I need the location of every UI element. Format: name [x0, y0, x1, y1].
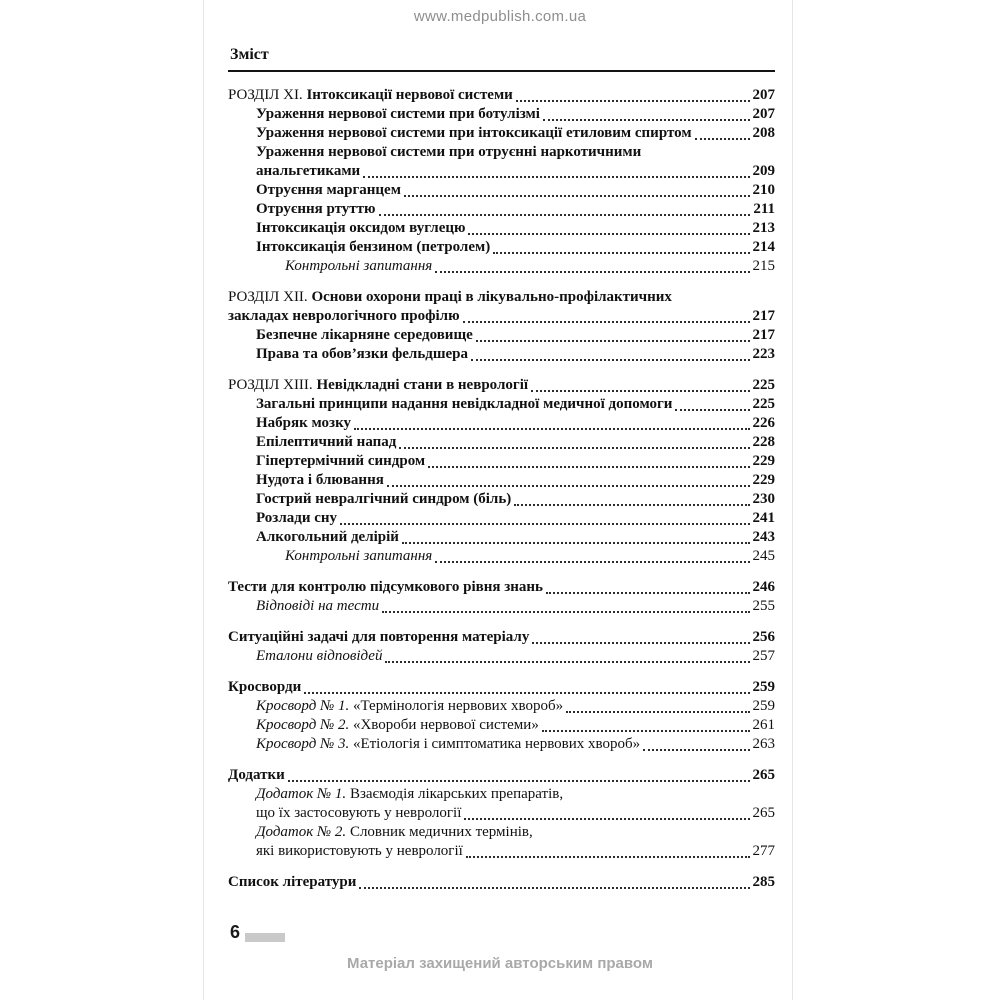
toc-entry-line [256, 395, 775, 414]
toc-entry-text: анальгетиками [256, 163, 361, 179]
toc-entry-line [256, 842, 775, 861]
toc-entry-text: Еталони відповідей [256, 648, 383, 664]
toc-entry [228, 471, 775, 490]
dot-leader [340, 523, 749, 525]
toc-entry [228, 414, 775, 433]
dot-leader [404, 195, 750, 197]
toc-entry-text: Загальні принципи надання невідкладної медичної допомоги [256, 396, 673, 412]
toc-entry [228, 257, 775, 276]
dot-leader [463, 321, 750, 323]
dot-leader [435, 561, 749, 563]
toc-page-number: 259 [752, 698, 775, 714]
toc-entry-line [285, 547, 775, 566]
toc-entry-text: Ураження нервової системи при ботулізмі [256, 106, 540, 122]
toc-entry-text: РОЗДІЛ XI. Інтоксикації нервової системи [228, 87, 513, 103]
toc-list [228, 86, 775, 892]
dot-leader [516, 100, 750, 102]
toc-entry-line [256, 471, 775, 490]
toc-entry [228, 143, 775, 181]
toc-entry [228, 678, 775, 697]
toc-page-number: 217 [752, 327, 775, 343]
toc-entry-line [256, 105, 775, 124]
toc-entry-text: Список літератури [228, 874, 357, 890]
toc-entry-text: Алкогольний делірій [256, 529, 399, 545]
toc-entry-text: Права та обов’язки фельдшера [256, 346, 468, 362]
toc-entry-line [285, 257, 775, 276]
toc-page-number: 261 [752, 717, 775, 733]
toc-entry-line [228, 578, 775, 597]
toc-entry-text: Кросворд № 2. «Хвороби нервової системи» [256, 717, 539, 733]
toc-entry-text: Інтоксикація оксидом вуглецю [256, 220, 466, 236]
toc-entry-line [256, 345, 775, 364]
toc-page-number: 209 [752, 163, 775, 179]
toc-entry-text: Контрольні запитання [285, 258, 433, 274]
toc-entry-prefix: Додаток № 2. [256, 824, 350, 840]
dot-leader [695, 138, 750, 140]
toc-entry-line [256, 804, 775, 823]
toc-entry [228, 105, 775, 124]
toc-entry-text: Епілептичний напад [256, 434, 397, 450]
dot-leader [363, 176, 749, 178]
dot-leader [354, 428, 750, 430]
toc-entry [228, 528, 775, 547]
toc-entry-prefix: РОЗДІЛ XI. [228, 87, 307, 103]
toc-page-number: 210 [752, 182, 775, 198]
toc-entry [228, 578, 775, 597]
dot-leader [543, 119, 750, 121]
toc-entry-line [256, 433, 775, 452]
toc-entry-line [256, 143, 775, 162]
toc-entry-line [256, 509, 775, 528]
toc-page-number: 213 [752, 220, 775, 236]
toc-entry-line [256, 452, 775, 471]
toc-page-number: 285 [752, 874, 775, 890]
toc-entry-text: закладах неврологічного профілю [228, 308, 460, 324]
toc-entry-text: РОЗДІЛ XIII. Невідкладні стани в неврології [228, 377, 529, 393]
toc-entry-text: Ураження нервової системи при отруєнні наркотичними [256, 144, 642, 160]
toc-entry [228, 509, 775, 528]
dot-leader [464, 818, 749, 820]
dot-leader [542, 730, 750, 732]
dot-leader [471, 359, 750, 361]
left-page-edge [203, 0, 204, 1000]
toc-entry-line [228, 628, 775, 647]
toc-entry-text: Кросворди [228, 679, 302, 695]
page-number-badge: 6 [230, 922, 241, 942]
dot-leader [476, 340, 750, 342]
toc-entry-line [228, 873, 775, 892]
title-rule [228, 70, 775, 72]
toc-page-number: 265 [752, 805, 775, 821]
toc-entry-text: Контрольні запитання [285, 548, 433, 564]
toc-entry [228, 873, 775, 892]
toc-entry-line [256, 124, 775, 143]
toc-entry-line [256, 785, 775, 804]
toc-entry-prefix: Кросворд № 1. [256, 698, 353, 714]
toc-entry-text: Ситуаційні задачі для повторення матеріалу [228, 629, 530, 645]
toc-entry [228, 238, 775, 257]
toc-entry-text: Безпечне лікарняне середовище [256, 327, 473, 343]
page-number-row [230, 922, 285, 943]
toc-entry-line [256, 238, 775, 257]
toc-entry-line [256, 326, 775, 345]
toc-page-number: 256 [752, 629, 775, 645]
toc-entry-line [228, 307, 775, 326]
toc-entry [228, 124, 775, 143]
toc-entry-text: Отруєння марганцем [256, 182, 401, 198]
toc-entry-text: Відповіді на тести [256, 598, 380, 614]
toc-entry-line [256, 162, 775, 181]
toc-page-number: 214 [752, 239, 775, 255]
toc-page-number: 255 [752, 598, 775, 614]
toc-entry-line [256, 219, 775, 238]
toc-entry-line [256, 414, 775, 433]
page-number-bar [245, 933, 285, 942]
dot-leader [385, 661, 749, 663]
dot-leader [493, 252, 749, 254]
toc-entry-text: Додаток № 2. Словник медичних термінів, [256, 824, 533, 840]
toc-page-number: 229 [752, 472, 775, 488]
toc-page-number: 257 [752, 648, 775, 664]
toc-page-number: 207 [752, 106, 775, 122]
toc-entry-line [256, 200, 775, 219]
toc-entry-text: Ураження нервової системи при інтоксикації етиловим спиртом [256, 125, 692, 141]
toc-entry-text: Набряк мозку [256, 415, 351, 431]
toc-entry-line [228, 86, 775, 105]
toc-entry [228, 200, 775, 219]
dot-leader [402, 542, 750, 544]
toc-entry-line [256, 823, 775, 842]
dot-leader [304, 692, 749, 694]
dot-leader [531, 390, 749, 392]
dot-leader [675, 409, 749, 411]
toc-page-number: 217 [752, 308, 775, 324]
toc-page-number: 223 [752, 346, 775, 362]
toc-entry-line [256, 490, 775, 509]
dot-leader [546, 592, 750, 594]
toc-entry [228, 597, 775, 616]
toc-entry [228, 490, 775, 509]
toc-entry-line [256, 697, 775, 716]
toc-page-number: 225 [752, 396, 775, 412]
toc-entry-line [256, 735, 775, 754]
contents-title: Зміст [230, 46, 269, 63]
toc-page-number: 208 [752, 125, 775, 141]
toc-entry-prefix: РОЗДІЛ XIII. [228, 377, 317, 393]
toc-entry [228, 345, 775, 364]
toc-entry-text: Гострий невралгічний синдром (біль) [256, 491, 512, 507]
toc-entry [228, 697, 775, 716]
toc-entry [228, 823, 775, 861]
toc-entry-line [228, 766, 775, 785]
toc-entry-text: Кросворд № 3. «Етіологія і симптоматика нервових хвороб» [256, 736, 641, 752]
toc-page-number: 226 [752, 415, 775, 431]
toc-page-number: 263 [752, 736, 775, 752]
toc-entry [228, 628, 775, 647]
right-page-edge [792, 0, 793, 1000]
toc-page-number: 207 [752, 87, 775, 103]
toc-entry [228, 326, 775, 345]
toc-entry [228, 86, 775, 105]
dot-leader [359, 887, 749, 889]
toc-page-number: 265 [752, 767, 775, 783]
toc-entry-text: Інтоксикація бензином (петролем) [256, 239, 491, 255]
toc-entry-line [228, 678, 775, 697]
table-of-contents [228, 46, 775, 892]
site-watermark: www.medpublish.com.ua [413, 8, 587, 25]
toc-entry [228, 735, 775, 754]
toc-entry-text: що їх застосовують у неврології [256, 805, 462, 821]
toc-entry [228, 716, 775, 735]
toc-page-number: 243 [752, 529, 775, 545]
dot-leader [435, 271, 749, 273]
toc-entry [228, 647, 775, 666]
toc-entry [228, 452, 775, 471]
toc-page-number: 225 [752, 377, 775, 393]
dot-leader [288, 780, 750, 782]
toc-entry [228, 395, 775, 414]
toc-page-number: 277 [752, 843, 775, 859]
toc-entry-text: Додатки [228, 767, 285, 783]
toc-entry-line [228, 376, 775, 395]
toc-entry [228, 219, 775, 238]
toc-entry [228, 376, 775, 395]
toc-entry [228, 547, 775, 566]
toc-entry-text: Отруєння ртуттю [256, 201, 376, 217]
toc-page-number: 211 [753, 201, 775, 217]
toc-entry-text: Розлади сну [256, 510, 338, 526]
dot-leader [399, 447, 749, 449]
dot-leader [532, 642, 749, 644]
dot-leader [387, 485, 750, 487]
toc-entry [228, 288, 775, 326]
dot-leader [466, 856, 750, 858]
toc-entry-line [256, 528, 775, 547]
toc-entry-text: Кросворд № 1. «Термінологія нервових хвороб» [256, 698, 564, 714]
toc-page-number: 215 [752, 258, 775, 274]
toc-entry-text: Тести для контролю підсумкового рівня знань [228, 579, 543, 595]
toc-entry-prefix: Додаток № 1. [256, 786, 350, 802]
toc-entry [228, 785, 775, 823]
toc-entry-prefix: Кросворд № 2. [256, 717, 353, 733]
toc-page-number: 229 [752, 453, 775, 469]
toc-entry-text: РОЗДІЛ XII. Основи охорони праці в лікувально-профілактичних [228, 289, 672, 305]
toc-page-number: 246 [752, 579, 775, 595]
toc-entry-line [256, 181, 775, 200]
toc-page-number: 259 [752, 679, 775, 695]
toc-entry [228, 433, 775, 452]
toc-entry-text: Додаток № 1. Взаємодія лікарських препаратів, [256, 786, 564, 802]
toc-page-number: 241 [752, 510, 775, 526]
toc-page-number: 228 [752, 434, 775, 450]
dot-leader [468, 233, 749, 235]
toc-entry [228, 181, 775, 200]
toc-page-number: 230 [752, 491, 775, 507]
dot-leader [643, 749, 749, 751]
toc-entry-text: Нудота і блювання [256, 472, 384, 488]
toc-entry-text: Гіпертермічний синдром [256, 453, 426, 469]
toc-entry [228, 766, 775, 785]
toc-entry-line [256, 647, 775, 666]
dot-leader [428, 466, 749, 468]
toc-entry-prefix: Кросворд № 3. [256, 736, 353, 752]
toc-entry-prefix: РОЗДІЛ XII. [228, 289, 312, 305]
dot-leader [379, 214, 751, 216]
dot-leader [382, 611, 749, 613]
dot-leader [514, 504, 749, 506]
toc-entry-line [256, 716, 775, 735]
dot-leader [566, 711, 749, 713]
toc-entry-line [228, 288, 775, 307]
toc-entry-line [256, 597, 775, 616]
toc-entry-text: які використовують у неврології [256, 843, 463, 859]
copyright-notice: Матеріал захищений авторським правом [347, 955, 653, 972]
toc-page-number: 245 [752, 548, 775, 564]
